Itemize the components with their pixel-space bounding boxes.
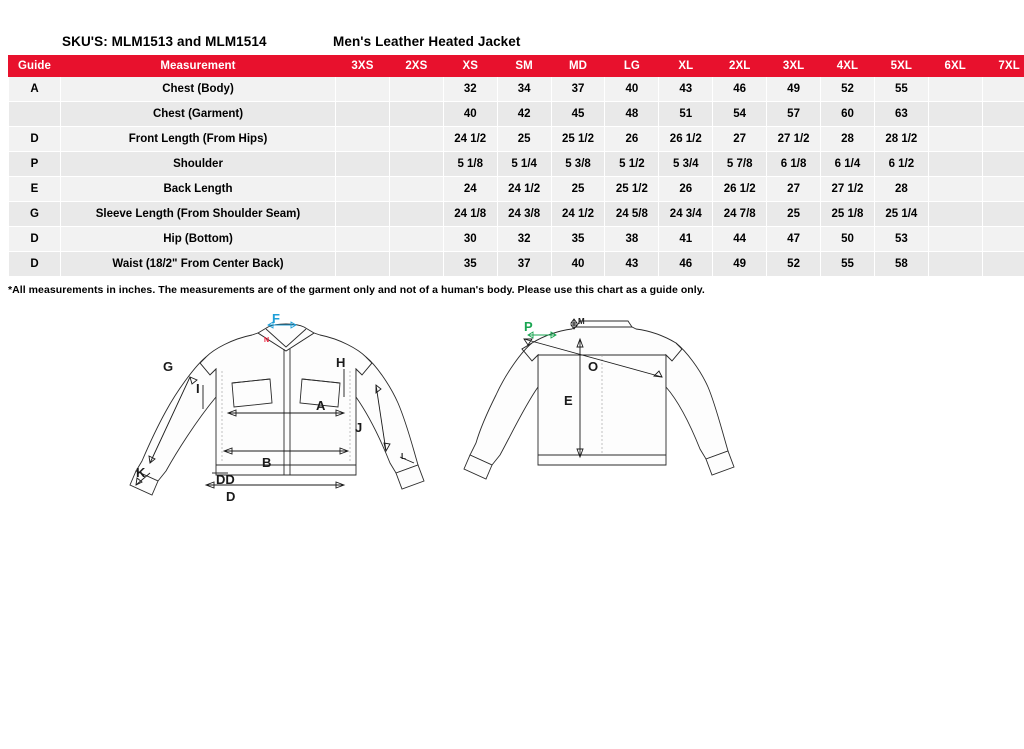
cell-size-value: 27 xyxy=(767,177,821,202)
column-header-xs: XS xyxy=(443,56,497,77)
cell-size-value: 28 1/2 xyxy=(874,127,928,152)
cell-size-value xyxy=(982,202,1024,227)
cell-size-value: 38 xyxy=(605,227,659,252)
cell-size-value xyxy=(389,77,443,102)
table-body xyxy=(9,77,1024,277)
cell-size-value xyxy=(928,102,982,127)
cell-size-value xyxy=(982,102,1024,127)
cell-size-value: 49 xyxy=(713,252,767,277)
cell-size-value: 54 xyxy=(713,102,767,127)
table-row xyxy=(9,77,1024,102)
cell-size-value xyxy=(389,252,443,277)
cell-size-value: 24 xyxy=(443,177,497,202)
cell-size-value xyxy=(389,177,443,202)
cell-size-value: 52 xyxy=(821,77,875,102)
sku-label: SKU'S: MLM1513 and MLM1514 xyxy=(62,34,267,49)
front-label-l: L xyxy=(401,452,406,461)
cell-size-value: 25 xyxy=(497,127,551,152)
cell-size-value: 25 1/8 xyxy=(821,202,875,227)
front-label-k: K xyxy=(136,465,146,480)
cell-size-value: 40 xyxy=(605,77,659,102)
cell-size-value xyxy=(928,202,982,227)
cell-size-value: 26 xyxy=(659,177,713,202)
cell-size-value xyxy=(928,227,982,252)
cell-size-value: 45 xyxy=(551,102,605,127)
cell-size-value: 5 1/4 xyxy=(497,152,551,177)
cell-size-value: 41 xyxy=(659,227,713,252)
cell-size-value: 43 xyxy=(659,77,713,102)
cell-size-value: 27 1/2 xyxy=(821,177,875,202)
column-header-4xl: 4XL xyxy=(821,56,875,77)
table-row xyxy=(9,127,1024,152)
column-header-lg: LG xyxy=(605,56,659,77)
cell-size-value: 26 1/2 xyxy=(713,177,767,202)
cell-size-value: 5 7/8 xyxy=(713,152,767,177)
cell-size-value: 47 xyxy=(767,227,821,252)
cell-size-value xyxy=(928,77,982,102)
cell-size-value xyxy=(389,202,443,227)
cell-size-value: 49 xyxy=(767,77,821,102)
cell-size-value: 5 3/4 xyxy=(659,152,713,177)
front-view-illustration xyxy=(130,311,424,504)
front-label-j: J xyxy=(355,420,363,435)
cell-size-value: 27 1/2 xyxy=(767,127,821,152)
cell-size-value: 24 5/8 xyxy=(605,202,659,227)
cell-size-value xyxy=(336,102,390,127)
cell-size-value: 24 1/2 xyxy=(443,127,497,152)
cell-size-value: 46 xyxy=(713,77,767,102)
cell-size-value: 24 3/8 xyxy=(497,202,551,227)
front-label-f: F xyxy=(272,311,280,326)
front-label-b: B xyxy=(262,455,272,470)
cell-measurement: Chest (Garment) xyxy=(61,102,336,127)
column-header-5xl: 5XL xyxy=(874,56,928,77)
cell-size-value: 55 xyxy=(821,252,875,277)
cell-size-value xyxy=(336,127,390,152)
cell-size-value xyxy=(336,227,390,252)
column-header-sm: SM xyxy=(497,56,551,77)
cell-size-value: 34 xyxy=(497,77,551,102)
cell-size-value xyxy=(389,127,443,152)
cell-size-value: 57 xyxy=(767,102,821,127)
cell-guide xyxy=(9,102,61,127)
cell-size-value: 35 xyxy=(551,227,605,252)
back-label-o: O xyxy=(588,359,599,374)
table-row xyxy=(9,202,1024,227)
cell-size-value: 37 xyxy=(497,252,551,277)
cell-size-value: 60 xyxy=(821,102,875,127)
cell-size-value: 28 xyxy=(821,127,875,152)
cell-size-value xyxy=(336,77,390,102)
cell-size-value xyxy=(928,177,982,202)
cell-guide: A xyxy=(9,77,61,102)
cell-size-value: 32 xyxy=(443,77,497,102)
cell-guide: D xyxy=(9,252,61,277)
cell-size-value: 30 xyxy=(443,227,497,252)
front-label-n: N xyxy=(264,337,270,344)
table-row xyxy=(9,102,1024,127)
cell-guide: P xyxy=(9,152,61,177)
cell-size-value: 6 1/4 xyxy=(821,152,875,177)
cell-size-value: 51 xyxy=(659,102,713,127)
table-row xyxy=(9,152,1024,177)
cell-size-value: 5 3/8 xyxy=(551,152,605,177)
column-header-3xl: 3XL xyxy=(767,56,821,77)
front-label-g: G xyxy=(163,359,174,374)
cell-size-value xyxy=(982,77,1024,102)
cell-size-value: 25 1/2 xyxy=(551,127,605,152)
cell-size-value xyxy=(389,227,443,252)
cell-size-value: 25 1/4 xyxy=(874,202,928,227)
cell-size-value xyxy=(982,177,1024,202)
cell-size-value: 25 xyxy=(551,177,605,202)
cell-size-value: 43 xyxy=(605,252,659,277)
cell-size-value xyxy=(928,152,982,177)
cell-size-value: 27 xyxy=(713,127,767,152)
cell-size-value: 58 xyxy=(874,252,928,277)
cell-guide: E xyxy=(9,177,61,202)
cell-size-value xyxy=(982,127,1024,152)
cell-size-value: 26 xyxy=(605,127,659,152)
cell-size-value xyxy=(982,227,1024,252)
cell-size-value: 50 xyxy=(821,227,875,252)
garment-diagram xyxy=(0,305,1024,535)
cell-size-value xyxy=(389,152,443,177)
cell-size-value xyxy=(336,252,390,277)
cell-size-value: 24 1/2 xyxy=(551,202,605,227)
table-row xyxy=(9,177,1024,202)
column-header-7xl: 7XL xyxy=(982,56,1024,77)
front-label-d: D xyxy=(226,489,236,504)
cell-size-value: 63 xyxy=(874,102,928,127)
cell-size-value: 24 7/8 xyxy=(713,202,767,227)
column-header-2xs: 2XS xyxy=(389,56,443,77)
front-label-a: A xyxy=(316,398,326,413)
cell-size-value: 52 xyxy=(767,252,821,277)
cell-size-value: 24 1/2 xyxy=(497,177,551,202)
cell-size-value: 53 xyxy=(874,227,928,252)
document-header xyxy=(0,34,1024,54)
cell-size-value: 55 xyxy=(874,77,928,102)
column-header-2xl: 2XL xyxy=(713,56,767,77)
cell-measurement: Chest (Body) xyxy=(61,77,336,102)
cell-size-value: 25 xyxy=(767,202,821,227)
cell-measurement: Hip (Bottom) xyxy=(61,227,336,252)
front-label-dd: DD xyxy=(216,472,235,487)
front-label-i: I xyxy=(196,381,200,396)
cell-size-value: 5 1/2 xyxy=(605,152,659,177)
column-header-md: MD xyxy=(551,56,605,77)
cell-size-value xyxy=(982,252,1024,277)
cell-size-value: 24 1/8 xyxy=(443,202,497,227)
front-label-h: H xyxy=(336,355,346,370)
cell-guide: D xyxy=(9,227,61,252)
cell-size-value: 32 xyxy=(497,227,551,252)
cell-size-value xyxy=(389,102,443,127)
column-header-xl: XL xyxy=(659,56,713,77)
column-header-measurement: Measurement xyxy=(61,56,336,77)
cell-size-value: 6 1/8 xyxy=(767,152,821,177)
table-row xyxy=(9,227,1024,252)
cell-size-value: 44 xyxy=(713,227,767,252)
column-header-3xs: 3XS xyxy=(336,56,390,77)
column-header-6xl: 6XL xyxy=(928,56,982,77)
cell-size-value xyxy=(336,152,390,177)
cell-size-value: 40 xyxy=(551,252,605,277)
cell-guide: D xyxy=(9,127,61,152)
footnote: *All measurements in inches. The measurements are of the garment only and not of a human's body. Please use this chart as a guide only. xyxy=(8,284,705,296)
cell-size-value xyxy=(982,152,1024,177)
cell-size-value: 40 xyxy=(443,102,497,127)
cell-size-value xyxy=(928,252,982,277)
cell-size-value: 46 xyxy=(659,252,713,277)
product-name: Men's Leather Heated Jacket xyxy=(333,34,521,49)
cell-size-value: 6 1/2 xyxy=(874,152,928,177)
table-row xyxy=(9,252,1024,277)
cell-size-value: 5 1/8 xyxy=(443,152,497,177)
cell-size-value: 37 xyxy=(551,77,605,102)
back-label-e: E xyxy=(564,393,573,408)
cell-measurement: Waist (18/2" From Center Back) xyxy=(61,252,336,277)
back-label-m: M xyxy=(578,317,585,326)
back-view-illustration xyxy=(464,317,734,479)
cell-guide: G xyxy=(9,202,61,227)
size-chart-table xyxy=(8,55,1024,277)
cell-size-value: 24 3/4 xyxy=(659,202,713,227)
cell-size-value: 26 1/2 xyxy=(659,127,713,152)
column-header-guide: Guide xyxy=(9,56,61,77)
cell-size-value: 42 xyxy=(497,102,551,127)
cell-size-value: 25 1/2 xyxy=(605,177,659,202)
cell-size-value xyxy=(336,202,390,227)
cell-size-value: 35 xyxy=(443,252,497,277)
back-label-p: P xyxy=(524,319,533,334)
cell-measurement: Sleeve Length (From Shoulder Seam) xyxy=(61,202,336,227)
cell-size-value xyxy=(336,177,390,202)
cell-measurement: Front Length (From Hips) xyxy=(61,127,336,152)
cell-measurement: Back Length xyxy=(61,177,336,202)
cell-size-value: 28 xyxy=(874,177,928,202)
table-header-row xyxy=(9,56,1024,77)
cell-measurement: Shoulder xyxy=(61,152,336,177)
cell-size-value: 48 xyxy=(605,102,659,127)
cell-size-value xyxy=(928,127,982,152)
